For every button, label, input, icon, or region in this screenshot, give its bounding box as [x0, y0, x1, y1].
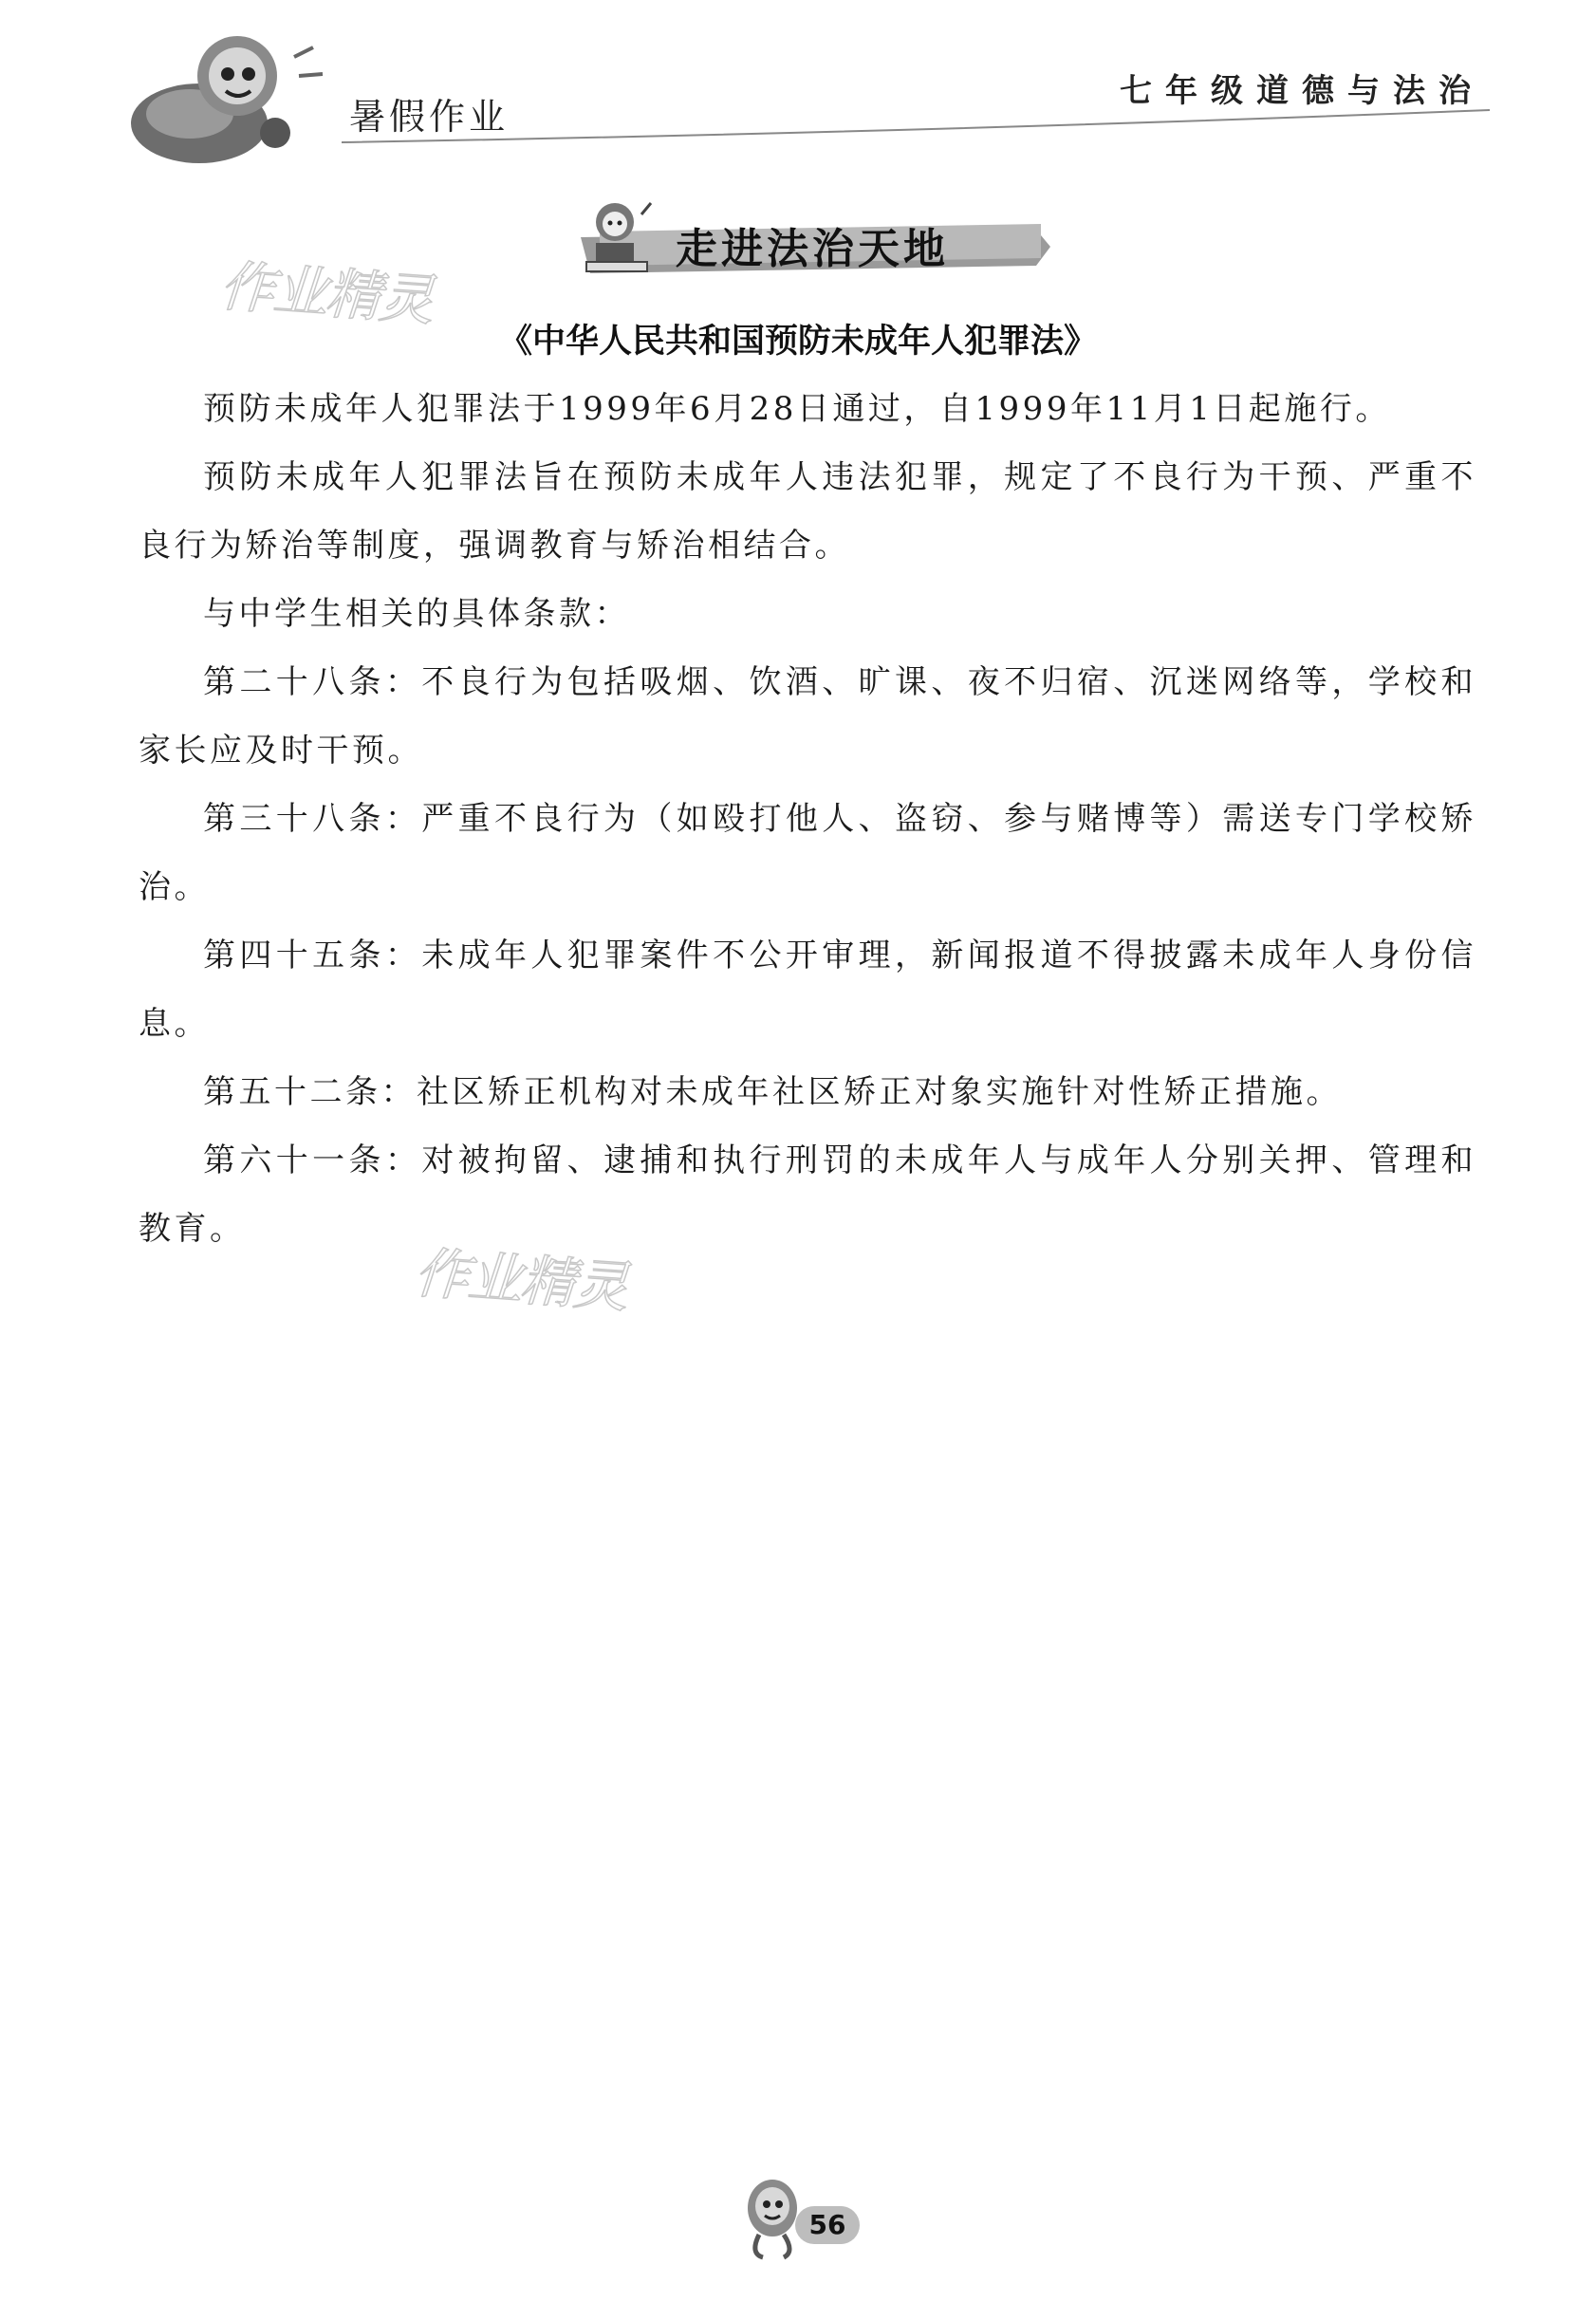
article-paragraph: 第三十八条：严重不良行为（如殴打他人、盗窃、参与赌博等）需送专门学校矫治。	[139, 800, 1476, 906]
header-left-title: 暑假作业	[349, 96, 510, 138]
paragraph: 预防未成年人犯罪法旨在预防未成年人违法犯罪，规定了不良行为干预、严重不良行为矫治等制度，强调教育与矫治相结合。	[139, 458, 1476, 565]
watermark: 作业精灵	[217, 253, 435, 333]
section-banner	[562, 190, 1055, 285]
paragraph: 与中学生相关的具体条款：	[203, 595, 630, 633]
header-divider	[342, 104, 1490, 161]
article-paragraph: 第六十一条：对被拘留、逮捕和执行刑罚的未成年人与成年人分别关押、管理和教育。	[139, 1141, 1476, 1248]
section-title: 走进法治天地	[676, 225, 949, 273]
watermark: 作业精灵	[412, 1240, 629, 1320]
article-paragraph: 第五十二条：社区矫正机构对未成年社区矫正对象实施针对性矫正措施。	[203, 1073, 1342, 1111]
paragraph: 预防未成年人犯罪法于1999年6月28日通过，自1999年11月1日起施行。	[203, 390, 1391, 428]
header-right-title: 七年级道德与法治	[1120, 72, 1484, 110]
page-number: 56	[795, 2206, 860, 2244]
page-footer	[740, 2168, 892, 2282]
document-title: 《中华人民共和国预防未成年人犯罪法》	[498, 323, 1097, 361]
article-paragraph: 第四十五条：未成年人犯罪案件不公开审理，新闻报道不得披露未成年人身份信息。	[139, 937, 1476, 1043]
document-body	[139, 375, 1476, 1263]
article-paragraph: 第二十八条：不良行为包括吸烟、饮酒、旷课、夜不归宿、沉迷网络等，学校和家长应及时干预。	[139, 663, 1476, 770]
page-header	[0, 0, 1596, 180]
astronaut-mascot-icon	[123, 19, 332, 171]
reading-kid-icon	[575, 195, 660, 281]
